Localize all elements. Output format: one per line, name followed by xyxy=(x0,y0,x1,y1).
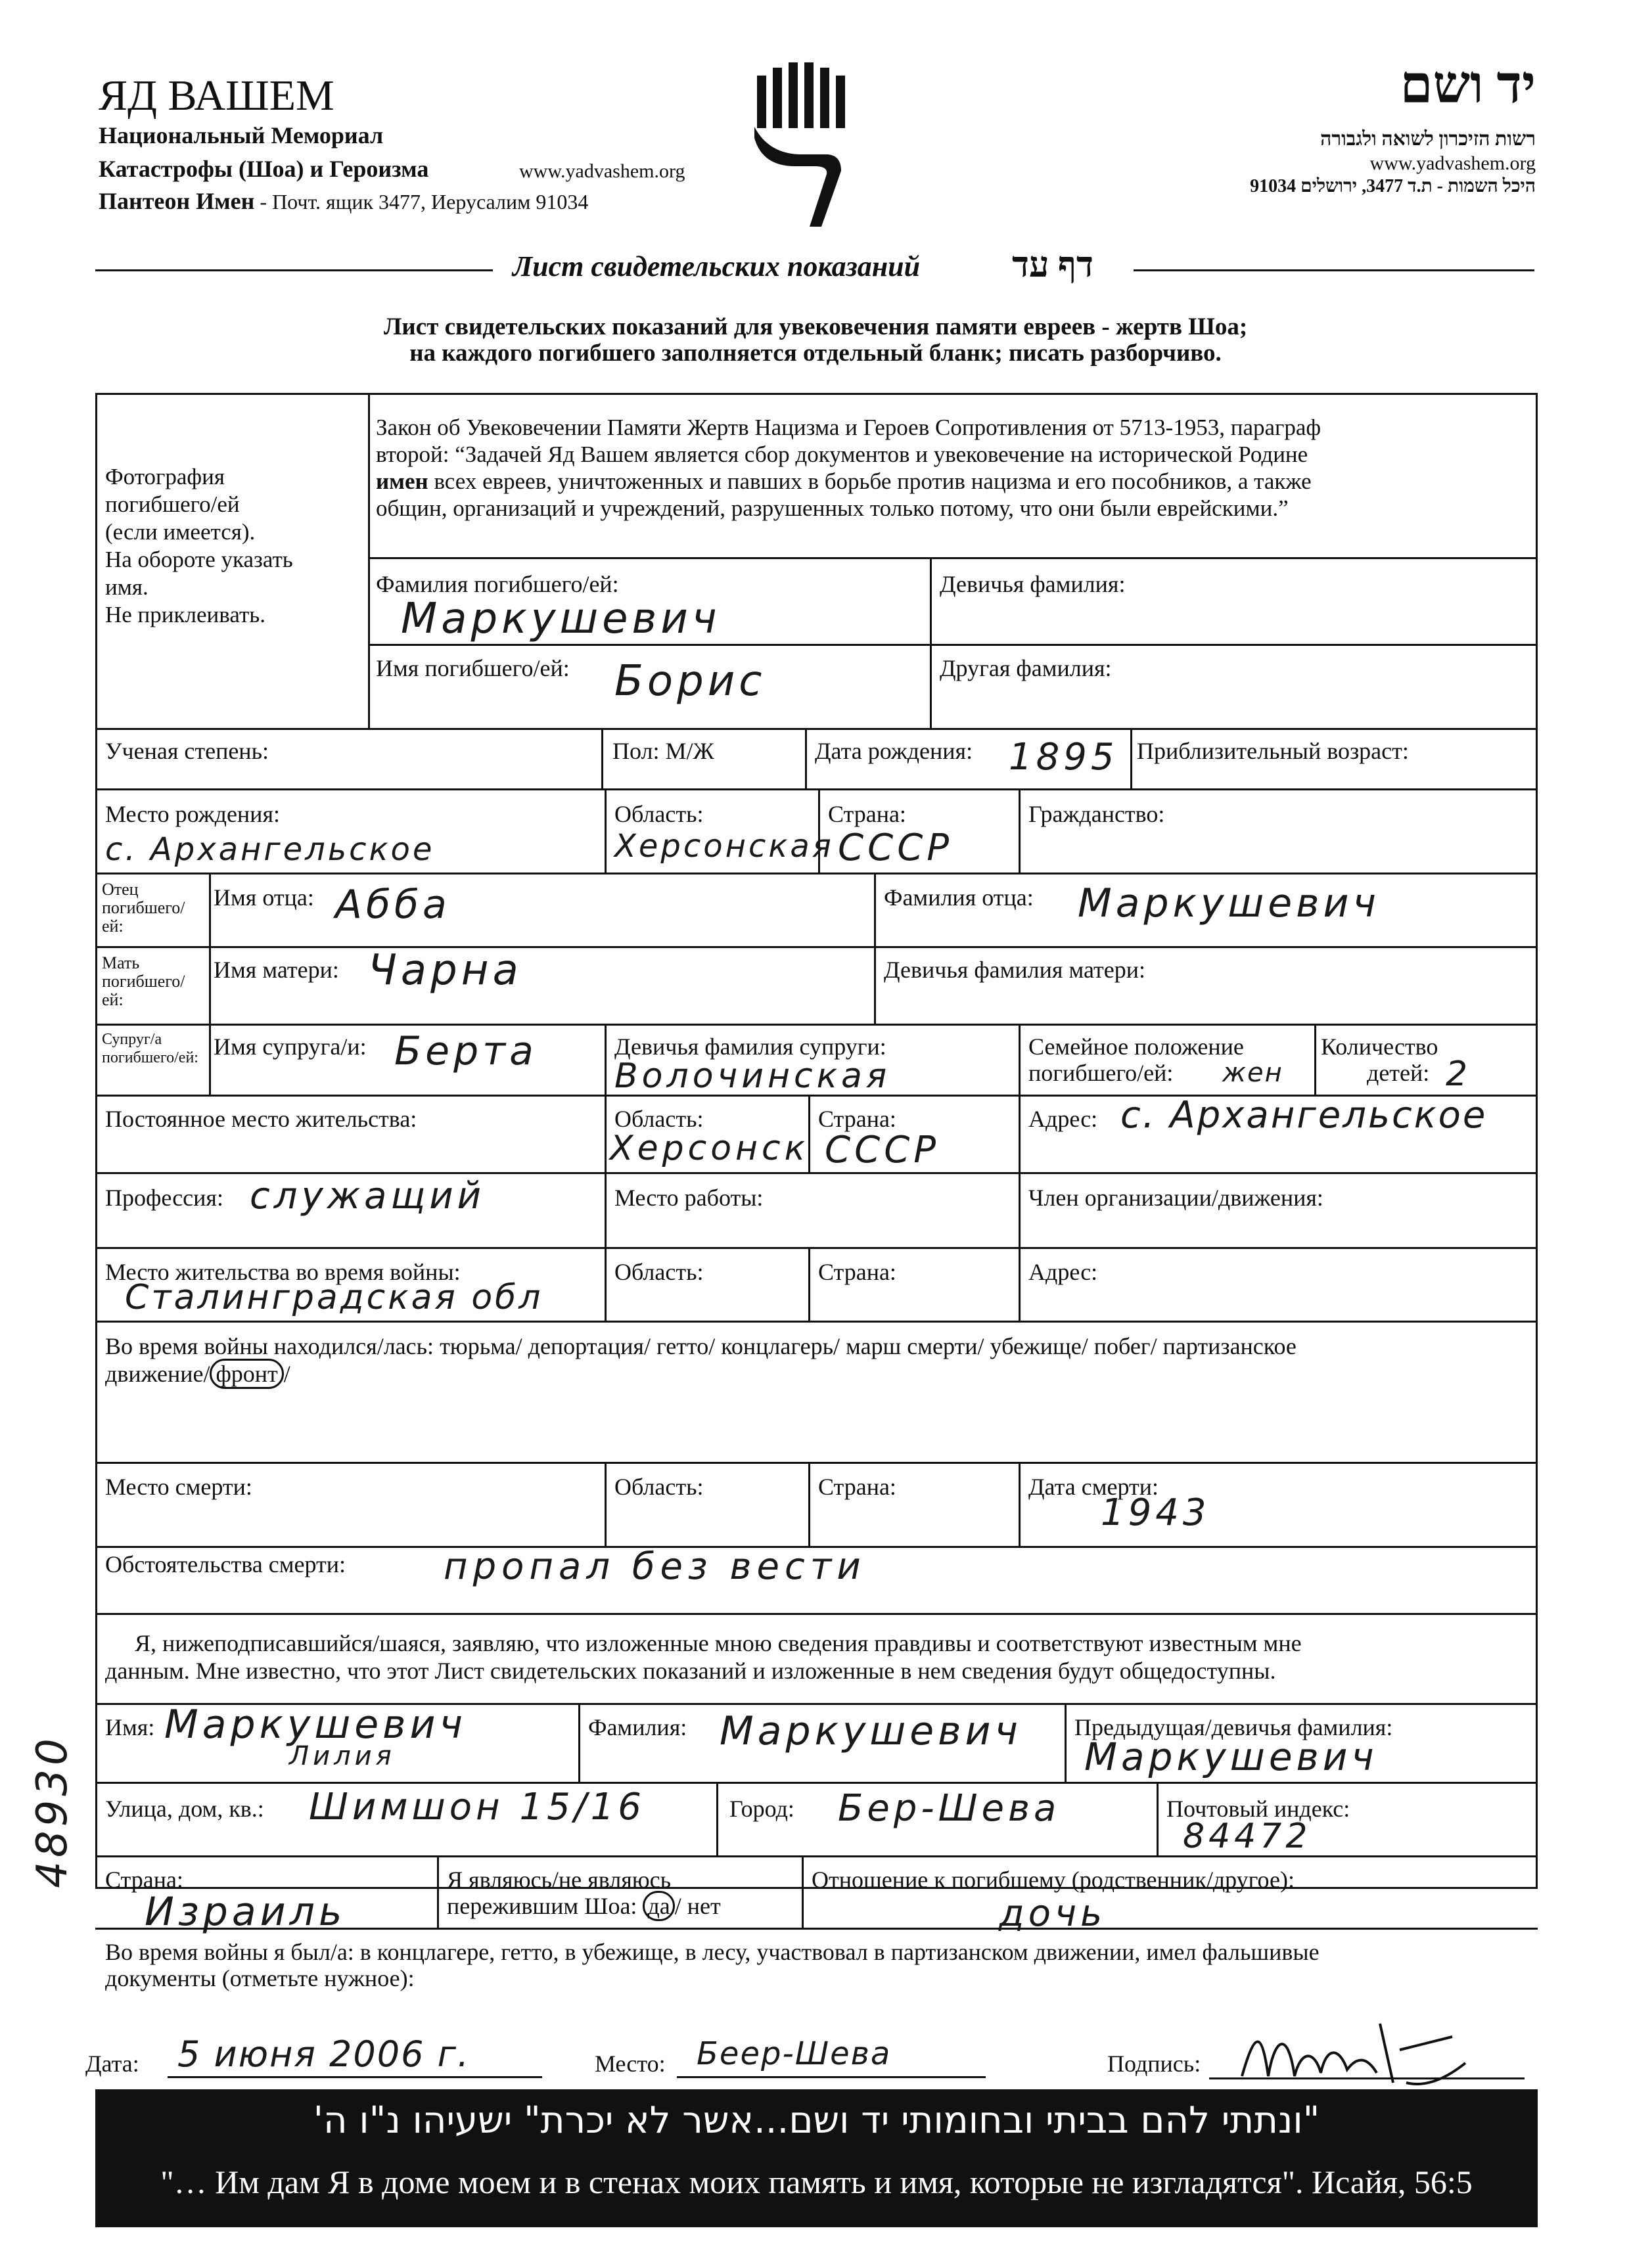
law-line: имен всех евреев, уничтоженных и павших в борьбе против нацизма и его пособников, а также xyxy=(376,468,1312,494)
father-name[interactable]: Абба xyxy=(335,882,451,928)
wartime-country-label: Страна: xyxy=(818,1259,896,1285)
victim-birthplace[interactable]: с. Архангельское xyxy=(105,831,435,868)
declaration-line1: Я, нижеподписавшийся/шаяся, заявляю, что изложенные мною сведения правдивы и соответствуют известным мне xyxy=(135,1630,1302,1656)
children-label-1: Количество xyxy=(1321,1033,1438,1060)
death-date[interactable]: 1943 xyxy=(1101,1491,1210,1534)
url-left: www.yadvashem.org xyxy=(519,160,685,182)
sex-label: Пол: М/Ж xyxy=(612,738,714,764)
he-line1: רשות הזיכרון לשואה ולגבורה xyxy=(1320,128,1536,150)
photo-note-line: имя. xyxy=(105,574,149,600)
victim-birth-region[interactable]: Херсонская xyxy=(614,828,834,865)
spouse-maiden[interactable]: Волочинская xyxy=(614,1056,891,1096)
sign-date[interactable]: 5 июня 2006 г. xyxy=(177,2033,471,2075)
url-right: www.yadvashem.org xyxy=(1369,152,1536,174)
footer-russian: "… Им дам Я в доме моем и в стенах моих память и имя, которые не изгладятся". Исайя, 56:5 xyxy=(160,2164,1473,2200)
submitter-city[interactable]: Бер-Шева xyxy=(838,1787,1061,1830)
law-line: общин, организаций и учреждений, разрушенных только потому, что они были еврейскими.” xyxy=(376,495,1289,521)
mother-side-label: Мать погибшего/ей: xyxy=(102,953,185,1009)
father-surname-label: Фамилия отца: xyxy=(884,884,1034,911)
photo-note-line: Не приклеивать. xyxy=(105,602,265,627)
citizenship-label: Гражданство: xyxy=(1028,801,1165,827)
submitter-prev-label: Предыдущая/девичья фамилия: xyxy=(1074,1714,1393,1740)
org-line1: Национальный Мемориал xyxy=(99,122,384,148)
form-title: Лист свидетельских показаний xyxy=(513,250,921,283)
father-side-label: Отец погибшего/ей: xyxy=(102,880,185,936)
wartime-residence[interactable]: Сталинградская обл xyxy=(125,1278,543,1317)
sign-place[interactable]: Беер-Шева xyxy=(697,2035,892,2072)
survivor-label-2: пережившим Шоа: да / нет xyxy=(447,1892,721,1920)
residence-region[interactable]: Херсонск xyxy=(610,1129,810,1168)
po-box: - Почт. ящик 3477, Иерусалим 91034 xyxy=(254,190,589,214)
subtitle-2: на каждого погибшего заполняется отдельный бланк; писать разборчиво. xyxy=(409,340,1222,367)
submitter-name[interactable]: Маркушевич xyxy=(164,1702,467,1748)
maiden-name-label: Девичья фамилия: xyxy=(940,571,1126,597)
birthplace-label: Место рождения: xyxy=(105,801,281,827)
submitter-prev[interactable]: Маркушевич xyxy=(1084,1735,1378,1779)
degree-label: Ученая степень: xyxy=(105,738,269,764)
dob-label: Дата рождения: xyxy=(815,738,973,764)
survivor-yes[interactable]: да xyxy=(643,1891,674,1921)
declaration-line2: данным. Мне известно, что этот Лист свидетельских показаний и изложенные в нем сведения будут общедоступны. xyxy=(105,1658,1276,1684)
pantheon-label: Пантеон Имен xyxy=(99,188,255,214)
wartime-status-line2: движение/ фронт / xyxy=(105,1360,290,1388)
spouse-name-label: Имя супруга/и: xyxy=(214,1033,367,1060)
submitter-war-line1: Во время войны я был/а: в концлагере, гетто, в убежище, в лесу, участвовал в партизанском движении, имел фальшивые xyxy=(105,1939,1320,1965)
submitter-street[interactable]: Шимшон 15/16 xyxy=(309,1786,645,1828)
mother-name[interactable]: Чарна xyxy=(368,946,522,995)
death-circumstances[interactable]: пропал без вести xyxy=(444,1545,866,1588)
children-count[interactable]: 2 xyxy=(1446,1055,1472,1094)
submitter-zip[interactable]: 84472 xyxy=(1183,1817,1312,1856)
birth-region-label: Область: xyxy=(614,801,704,827)
front-circled[interactable]: фронт xyxy=(210,1359,283,1389)
wartime-address-label: Адрес: xyxy=(1028,1259,1098,1285)
yad-vashem-logo xyxy=(749,56,854,233)
footer-hebrew: "ונתתי להם בביתי ובחומותי יד ושם...אשר לא יכרת" ישעיהו נ"ו ה' xyxy=(313,2099,1320,2142)
form-title-he: דף עד xyxy=(1012,245,1093,284)
photo-note xyxy=(105,463,293,629)
zip-label: Почтовый индекс: xyxy=(1166,1796,1350,1822)
wartime-region-label: Область: xyxy=(614,1259,704,1285)
victim-dob[interactable]: 1895 xyxy=(1009,736,1118,779)
wartime-residence-label: Место жительства во время войны: xyxy=(105,1259,461,1285)
residence-country-label: Страна: xyxy=(818,1106,896,1132)
place-label: Место: xyxy=(595,2051,666,2077)
other-surname-label: Другая фамилия: xyxy=(940,655,1112,681)
submitter-surname-label: Фамилия: xyxy=(588,1714,687,1740)
relation-label: Отношение к погибшему (родственник/другое): xyxy=(812,1867,1295,1893)
surname-label: Фамилия погибшего/ей: xyxy=(376,571,619,597)
residence-address-label: Адрес: xyxy=(1028,1106,1098,1132)
city-label: Город: xyxy=(729,1796,794,1822)
photo-note-line: погибшего/ей xyxy=(105,491,240,517)
survivor-no[interactable]: / нет xyxy=(674,1893,721,1919)
marital-status[interactable]: жен xyxy=(1222,1058,1283,1088)
father-name-label: Имя отца: xyxy=(214,884,314,911)
father-surname[interactable]: Маркушевич xyxy=(1078,880,1380,926)
approx-age-label: Приблизительный возраст: xyxy=(1137,738,1409,764)
subtitle-1: Лист свидетельских показаний для увековечения памяти евреев - жертв Шоа; xyxy=(383,313,1248,340)
spouse-name[interactable]: Берта xyxy=(394,1028,538,1074)
org-title-he: יד ושם xyxy=(1400,57,1536,114)
children-label-2: детей: xyxy=(1367,1060,1430,1086)
residence-label: Постоянное место жительства: xyxy=(105,1106,417,1132)
workplace-label: Место работы: xyxy=(614,1185,764,1211)
profession-label: Профессия: xyxy=(105,1185,223,1211)
org-title-ru: ЯД ВАШЕМ xyxy=(99,72,334,120)
mother-name-label: Имя матери: xyxy=(214,957,339,983)
signature-label: Подпись: xyxy=(1107,2051,1201,2077)
org-line2: Катастрофы (Шоа) и Героизма xyxy=(99,156,429,182)
photo-note-line: Фотография xyxy=(105,464,225,489)
residence-country[interactable]: СССР xyxy=(825,1129,940,1171)
death-place-label: Место смерти: xyxy=(105,1474,252,1500)
law-line: второй: “Задачей Яд Вашем является сбор документов и увековечение на исторической Родине xyxy=(376,442,1308,467)
victim-surname[interactable]: Маркушевич xyxy=(401,595,721,643)
he-line3: היכל השמות - ת.ד 3477, ירושלים 91034 xyxy=(1250,176,1536,196)
death-circumstances-label: Обстоятельства смерти: xyxy=(105,1551,346,1577)
submitter-war-line2: документы (отметьте нужное): xyxy=(105,1965,415,1991)
membership-label: Член организации/движения: xyxy=(1028,1185,1323,1211)
photo-note-line: (если имеется). xyxy=(105,519,256,545)
victim-first-name[interactable]: Борис xyxy=(614,657,766,706)
submitter-country-label: Страна: xyxy=(105,1867,183,1893)
submitter-name-2[interactable]: Лилия xyxy=(289,1741,396,1771)
profession[interactable]: служащий xyxy=(250,1175,486,1217)
org-line3 xyxy=(99,187,588,215)
marital-status-label-2: погибшего/ей: xyxy=(1028,1060,1174,1086)
submitter-country[interactable]: Израиль xyxy=(145,1889,346,1935)
photo-note-line: На обороте указать xyxy=(105,547,293,572)
submitter-surname[interactable]: Маркушевич xyxy=(720,1708,1022,1754)
death-region-label: Область: xyxy=(614,1474,704,1500)
side-number: 48930 xyxy=(28,1735,77,1888)
spouse-maiden-label: Девичья фамилия супруги: xyxy=(614,1033,886,1060)
law-line: Закон об Увековечении Памяти Жертв Нацизма и Героев Сопротивления от 5713-1953, параграф xyxy=(376,415,1321,440)
street-label: Улица, дом, кв.: xyxy=(105,1796,264,1822)
survivor-label-1: Я являюсь/не являюсь xyxy=(447,1867,672,1893)
wartime-status-line1: Во время войны находился/лась: тюрьма/ депортация/ гетто/ концлагерь/ марш смерти/ убежище/ побег/ партизанское xyxy=(105,1333,1297,1359)
death-date-label: Дата смерти: xyxy=(1028,1474,1159,1500)
law-text xyxy=(376,414,1532,522)
victim-birth-country[interactable]: СССР xyxy=(838,827,953,869)
birth-country-label: Страна: xyxy=(828,801,906,827)
spouse-side-label: Супруг/а погибшего/ей: xyxy=(102,1031,198,1066)
mother-maiden-label: Девичья фамилия матери: xyxy=(884,957,1146,983)
date-label: Дата: xyxy=(85,2051,139,2077)
marital-status-label-1: Семейное положение xyxy=(1028,1033,1244,1060)
death-country-label: Страна: xyxy=(818,1474,896,1500)
submitter-name-label: Имя: xyxy=(105,1714,155,1740)
first-name-label: Имя погибшего/ей: xyxy=(376,655,570,681)
residence-region-label: Область: xyxy=(614,1106,704,1132)
residence-address[interactable]: с. Архангельское xyxy=(1120,1094,1488,1137)
relation[interactable]: дочь xyxy=(999,1892,1107,1935)
